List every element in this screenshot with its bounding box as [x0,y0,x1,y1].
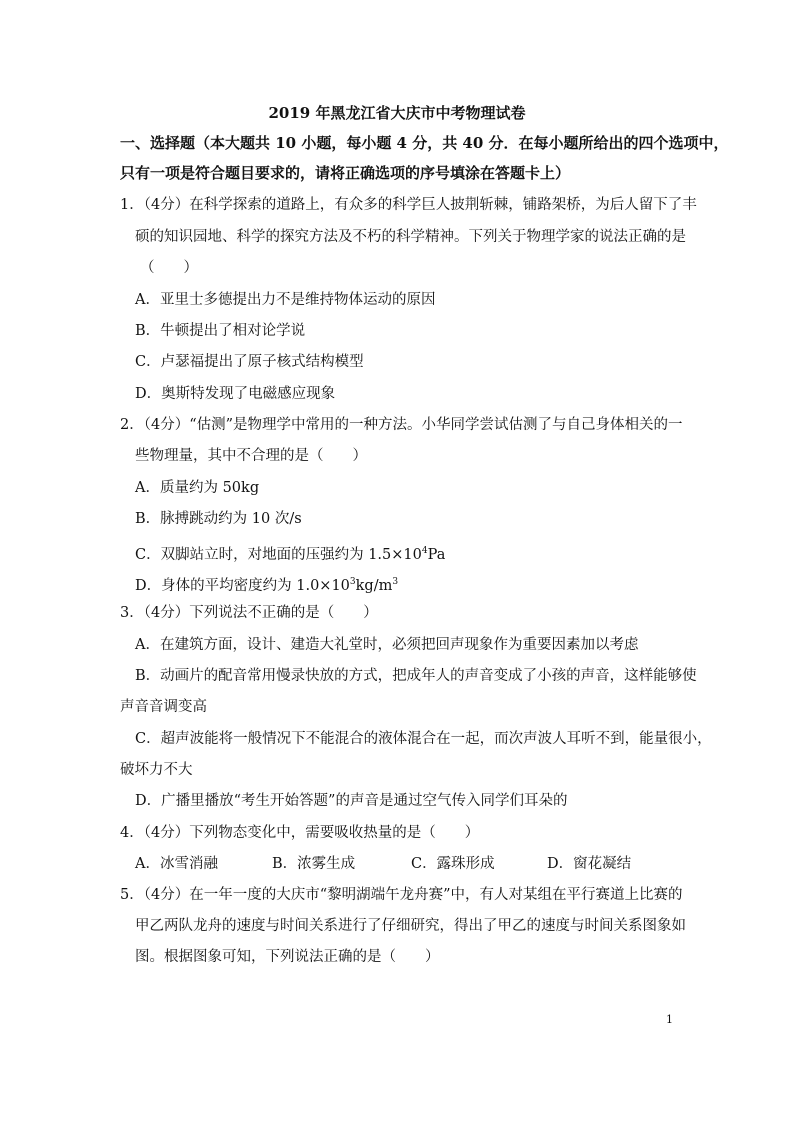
q5-stem-line-1: 5．（4分）在一年一度的大庆市“黎明湖端午龙舟赛”中，有人对某组在平行赛道上比赛的 [120,887,683,903]
q3-option-b-line-1: B．动画片的配音常用慢录快放的方式，把成年人的声音变成了小孩的声音，这样能够使 [135,668,697,684]
q4-option-a: A．冰雪消融 [135,856,218,872]
q2-option-c-text: C．双脚站立时，对地面的压强约为 1.5×10 [135,546,422,563]
q5-stem-line-3: 图。根据图象可知，下列说法正确的是（ ） [135,949,440,965]
q3-option-b-line-2: 声音音调变高 [120,699,207,715]
q1-option-b: B．牛顿提出了相对论学说 [135,323,306,339]
q4-stem: 4．（4分）下列物态变化中，需要吸收热量的是（ ） [120,825,480,841]
q1-stem-line-1: 1．（4分）在科学探索的道路上，有众多的科学巨人披荆斩棘，铺路架桥，为后人留下了丰 [120,197,697,213]
q2-option-d-text: D．身体的平均密度约为 1.0×10 [135,577,350,594]
q3-option-c-line-2: 破坏力不大 [120,762,193,778]
q2-option-d [135,572,398,596]
q2-stem-line-2: 些物理量，其中不合理的是（ ） [135,448,367,464]
q2-option-a: A．质量约为 50kg [135,480,260,496]
q2-option-b: B．脉搏跳动约为 10 次/s [135,511,302,527]
q4-option-d: D．窗花凝结 [547,856,632,872]
section-header-line-1: 一、选择题（本大题共 10 小题，每小题 4 分，共 40 分．在每小题所给出的四个选项中， [120,134,729,152]
q2-option-c [135,541,445,565]
q3-option-a: A．在建筑方面，设计、建造大礼堂时，必须把回声现象作为重要因素加以考虑 [135,637,639,653]
q2-stem-line-1: 2．（4分）“估测”是物理学中常用的一种方法。小华同学尝试估测了与自己身体相关的一 [120,417,683,433]
q1-option-a: A．亚里士多德提出力不是维持物体运动的原因 [135,292,436,308]
q3-stem: 3．（4分）下列说法不正确的是（ ） [120,605,378,621]
q2-option-d-unit-exponent: 3 [392,577,399,587]
section-header-line-2: 只有一项是符合题目要求的，请将正确选项的序号填涂在答题卡上） [120,164,571,182]
q3-option-d: D．广播里播放“考生开始答题”的声音是通过空气传入同学们耳朵的 [135,793,568,809]
q3-option-c-line-1: C．超声波能将一般情况下不能混合的液体混合在一起，而次声波人耳听不到，能量很小， [135,731,712,747]
q5-stem-line-2: 甲乙两队龙舟的速度与时间关系进行了仔细研究，得出了甲乙的速度与时间关系图象如 [135,918,686,934]
q2-option-c-exponent: 4 [421,546,428,556]
q4-option-c: C．露珠形成 [411,856,495,872]
q1-option-c: C．卢瑟福提出了原子核式结构模型 [135,354,364,370]
page-title: 2019 年黑龙江省大庆市中考物理试卷 [268,104,526,122]
q2-option-d-exponent: 3 [349,577,356,587]
q2-option-d-unit: kg/m [355,577,393,594]
q1-stem-line-2: 硕的知识园地、科学的探究方法及不朽的科学精神。下列关于物理学家的说法正确的是 [135,229,686,245]
q2-option-c-unit: Pa [427,546,446,563]
q1-option-d: D．奥斯特发现了电磁感应现象 [135,386,336,402]
q4-options-row [0,854,794,874]
q4-option-b: B．浓雾生成 [272,856,356,872]
page-number: 1 [666,1013,673,1026]
q1-answer-bracket: （ ） [140,260,198,276]
